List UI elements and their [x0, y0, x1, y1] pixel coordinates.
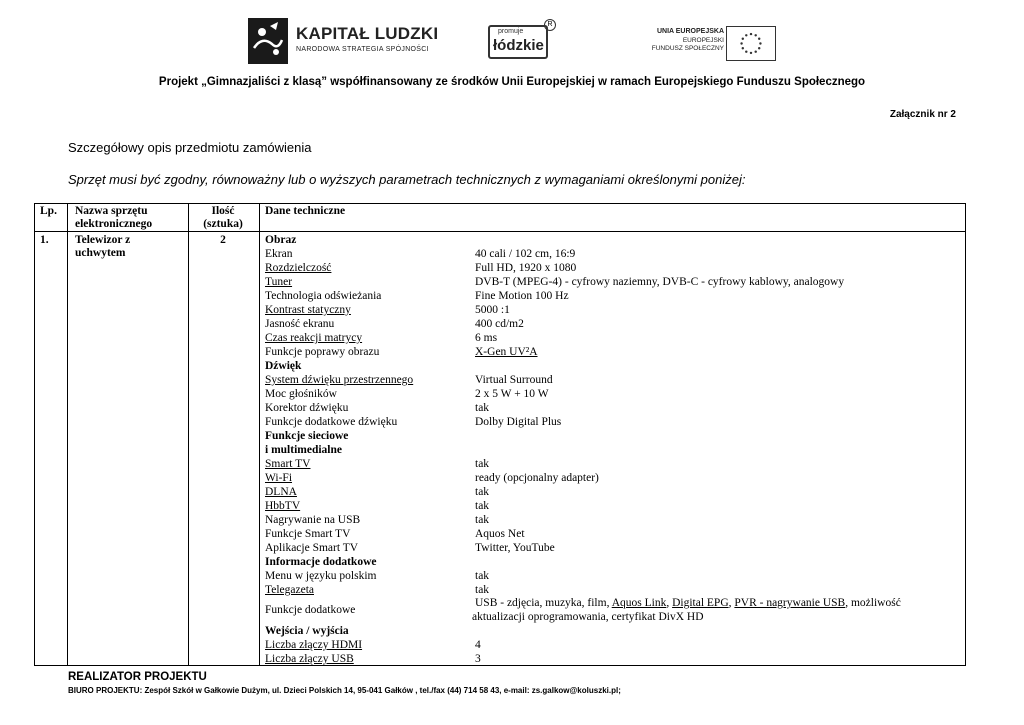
spec-label: Jasność ekranu [265, 318, 335, 330]
extra-prefix: USB - zdjęcia, muzyka, film, [475, 597, 612, 609]
spec-label: Nagrywanie na USB [265, 514, 361, 526]
table-header-divider [34, 231, 966, 232]
row-qty: 2 [220, 234, 226, 246]
spec-value: Dolby Digital Plus [475, 416, 562, 428]
spec-label[interactable]: HbbTV [265, 500, 301, 512]
spec-label: Technologia odświeżania [265, 290, 382, 302]
spec-value: Fine Motion 100 Hz [475, 290, 569, 302]
spec-label[interactable]: Telegazeta [265, 584, 314, 596]
spec-label: Korektor dźwięku [265, 402, 349, 414]
spec-label[interactable]: Tuner [265, 276, 293, 288]
spec-section: i multimedialne [265, 444, 342, 456]
spec-value: ready (opcjonalny adapter) [475, 472, 599, 484]
logo-kl-subtitle: NARODOWA STRATEGIA SPÓJNOŚCI [296, 46, 429, 53]
spec-value: tak [475, 514, 490, 526]
header-qty: Ilość (sztuka) [203, 205, 243, 230]
eu-line2: EUROPEJSKI [682, 36, 724, 44]
spec-value: 40 cali / 102 cm, 16:9 [475, 248, 576, 260]
document-subtitle: Sprzęt musi być zgodny, równoważny lub o wyższych parametrach technicznych z wymaganiami określonymi poniżej: [68, 172, 746, 187]
table-divider [67, 203, 68, 666]
logo-lodz-big: łódzkie [493, 37, 544, 54]
spec-label-extra: Funkcje dodatkowe [265, 604, 356, 616]
kapital-ludzki-emblem-icon [248, 18, 288, 64]
logo-kl-title: KAPITAŁ LUDZKI [296, 24, 439, 43]
spec-section-io: Wejścia / wyjścia [265, 625, 349, 637]
row-lp: 1. [40, 234, 49, 246]
project-line: Projekt „Gimnazjaliści z klasą” współfinansowany ze środków Unii Europejskiej w ramach Europejskiego Funduszu Społecznego [158, 76, 866, 88]
spec-value: Full HD, 1920 x 1080 [475, 262, 577, 274]
footer-realizator: REALIZATOR PROJEKTU [68, 671, 207, 683]
extra-suffix: , możliwość [845, 597, 901, 609]
footer-office: BIURO PROJEKTU: Zespół Szkół w Gałkowie Dużym, ul. Dzieci Polskich 14, 95-041 Gałków , tel./fax (44) 714 58 43, e-mail: zs.galkow@koluszki.pl; [68, 686, 621, 695]
spec-value: Aquos Net [475, 528, 525, 540]
spec-value-usb: 3 [475, 653, 481, 665]
spec-section: Obraz [265, 234, 297, 246]
spec-label: Funkcje dodatkowe dźwięku [265, 416, 398, 428]
spec-value: tak [475, 402, 490, 414]
registered-icon: R [544, 19, 556, 31]
spec-label[interactable]: Rozdzielczość [265, 262, 332, 274]
row-name: Telewizor z uchwytem [75, 234, 131, 259]
spec-label[interactable]: Czas reakcji matrycy [265, 332, 363, 344]
table-divider [188, 203, 189, 666]
spec-label: Funkcje poprawy obrazu [265, 346, 380, 358]
digital-epg-link[interactable]: Digital EPG [672, 597, 729, 609]
eu-logo-text [652, 28, 724, 54]
spec-value-hdmi: 4 [475, 639, 481, 651]
spec-label[interactable]: System dźwięku przestrzennego [265, 374, 414, 386]
spec-value: 2 x 5 W + 10 W [475, 388, 549, 400]
spec-label: Funkcje Smart TV [265, 528, 351, 540]
spec-label-hdmi[interactable]: Liczba złączy HDMI [265, 639, 363, 651]
eu-line3: FUNDUSZ SPOŁECZNY [651, 45, 724, 52]
spec-label[interactable]: Kontrast statyczny [265, 304, 351, 316]
spec-label[interactable]: Wi-Fi [265, 472, 293, 484]
spec-value: tak [475, 570, 490, 582]
spec-label: Aplikacje Smart TV [265, 542, 359, 554]
header-tech: Dane techniczne [265, 205, 346, 217]
promuje-lodzkie-logo [488, 19, 556, 61]
spec-label[interactable]: DLNA [265, 486, 297, 498]
spec-section: Funkcje sieciowe [265, 430, 349, 442]
spec-section: Dźwięk [265, 360, 302, 372]
table-divider [259, 203, 260, 666]
eu-logo [640, 26, 776, 62]
aquos-link-link[interactable]: Aquos Link [611, 597, 667, 609]
spec-value: Virtual Surround [475, 374, 553, 386]
spec-label: Ekran [265, 248, 293, 260]
eu-line1: UNIA EUROPEJSKA [656, 28, 724, 35]
spec-value: 6 ms [475, 332, 498, 344]
pvr-link[interactable]: PVR - nagrywanie USB [734, 597, 846, 609]
spec-label-usb[interactable]: Liczba złączy USB [265, 653, 354, 665]
spec-value: tak [475, 500, 490, 512]
spec-value[interactable]: X-Gen UV²A [475, 346, 538, 358]
header-name: Nazwa sprzętu elektronicznego [75, 205, 153, 230]
spec-label[interactable]: Smart TV [265, 458, 311, 470]
spec-label: Moc głośników [265, 388, 337, 400]
spec-value: 5000 :1 [475, 304, 510, 316]
attachment-label: Załącznik nr 2 [889, 109, 956, 120]
document-title: Szczegółowy opis przedmiotu zamówienia [68, 140, 312, 155]
spec-label: Menu w języku polskim [265, 570, 377, 582]
spec-section: Informacje dodatkowe [265, 556, 377, 568]
extra-sep2: , [728, 597, 735, 609]
eu-flag-icon [726, 26, 776, 61]
header-lp: Lp. [40, 205, 57, 217]
spec-value: tak [475, 486, 490, 498]
spec-value: tak [475, 458, 490, 470]
spec-value: 400 cd/m2 [475, 318, 524, 330]
extra-sep1: , [666, 597, 673, 609]
spec-value-extra-line2: aktualizacji oprogramowania, certyfikat DivX HD [472, 611, 704, 623]
spec-value: Twitter, YouTube [475, 542, 555, 554]
spec-value: tak [475, 584, 490, 596]
spec-value: DVB-T (MPEG-4) - cyfrowy naziemny, DVB-C - cyfrowy kablowy, analogowy [475, 276, 845, 288]
logo-lodz-small: promuje [498, 28, 524, 35]
spec-value-extra [475, 596, 901, 610]
kapital-ludzki-logo [248, 18, 448, 64]
